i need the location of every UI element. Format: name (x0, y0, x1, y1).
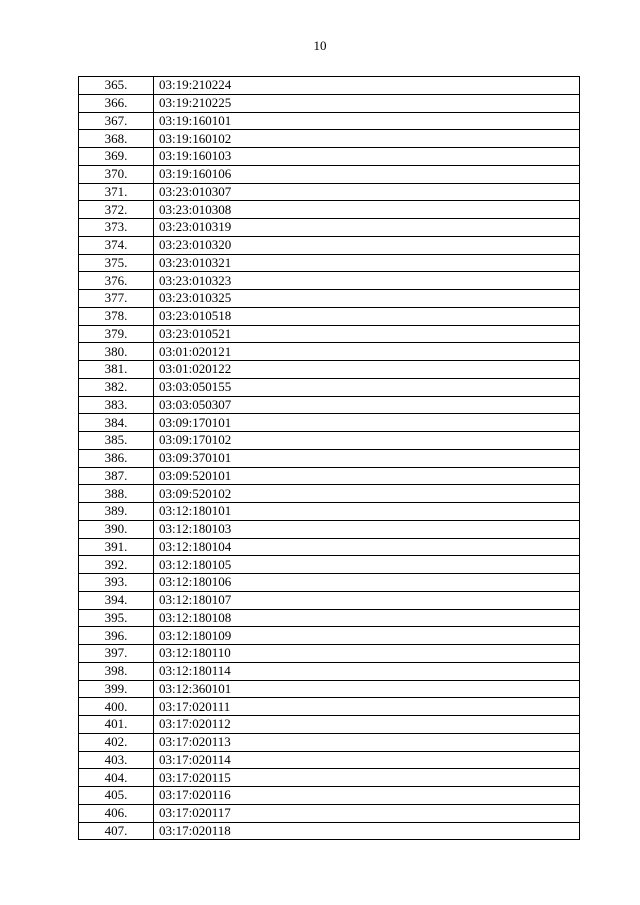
table-row (79, 94, 580, 112)
row-number: 401. (79, 716, 154, 734)
row-code: 03:19:210224 (154, 77, 580, 95)
page-number: 10 (313, 38, 327, 53)
row-number: 374. (79, 236, 154, 254)
table-row (79, 165, 580, 183)
row-code: 03:12:180110 (154, 645, 580, 663)
row-code: 03:01:020121 (154, 343, 580, 361)
row-number: 391. (79, 538, 154, 556)
row-code: 03:01:020122 (154, 361, 580, 379)
row-number: 386. (79, 449, 154, 467)
row-code: 03:09:520102 (154, 485, 580, 503)
row-number: 370. (79, 165, 154, 183)
row-number: 371. (79, 183, 154, 201)
row-number: 377. (79, 290, 154, 308)
row-number: 372. (79, 201, 154, 219)
row-number: 379. (79, 325, 154, 343)
row-number: 405. (79, 787, 154, 805)
row-code: 03:23:010323 (154, 272, 580, 290)
table-row (79, 538, 580, 556)
table-row (79, 556, 580, 574)
table-row (79, 307, 580, 325)
row-code: 03:12:180105 (154, 556, 580, 574)
row-number: 400. (79, 698, 154, 716)
row-code: 03:12:180114 (154, 662, 580, 680)
row-number: 380. (79, 343, 154, 361)
table-row (79, 378, 580, 396)
table-row (79, 609, 580, 627)
row-code: 03:23:010307 (154, 183, 580, 201)
table-row (79, 254, 580, 272)
table-row (79, 325, 580, 343)
row-code: 03:12:360101 (154, 680, 580, 698)
row-number: 365. (79, 77, 154, 95)
row-code: 03:23:010319 (154, 219, 580, 237)
row-code: 03:17:020111 (154, 698, 580, 716)
row-code: 03:17:020118 (154, 822, 580, 840)
row-code: 03:17:020113 (154, 733, 580, 751)
row-code: 03:17:020116 (154, 787, 580, 805)
table-row (79, 751, 580, 769)
row-number: 369. (79, 148, 154, 166)
row-code: 03:12:180109 (154, 627, 580, 645)
row-number: 390. (79, 520, 154, 538)
row-code: 03:12:180101 (154, 503, 580, 521)
row-code: 03:23:010325 (154, 290, 580, 308)
table-row (79, 290, 580, 308)
table-row (79, 662, 580, 680)
table-row (79, 733, 580, 751)
row-code: 03:17:020114 (154, 751, 580, 769)
table-row (79, 130, 580, 148)
table-row (79, 485, 580, 503)
row-code: 03:19:160106 (154, 165, 580, 183)
row-code: 03:19:210225 (154, 94, 580, 112)
row-number: 398. (79, 662, 154, 680)
row-code: 03:23:010521 (154, 325, 580, 343)
row-number: 373. (79, 219, 154, 237)
row-number: 388. (79, 485, 154, 503)
table-row (79, 112, 580, 130)
table-row (79, 77, 580, 95)
table-row (79, 822, 580, 840)
table-row (79, 343, 580, 361)
row-number: 393. (79, 574, 154, 592)
row-code: 03:19:160103 (154, 148, 580, 166)
table-row (79, 591, 580, 609)
row-number: 385. (79, 432, 154, 450)
row-code: 03:03:050155 (154, 378, 580, 396)
row-number: 396. (79, 627, 154, 645)
row-code: 03:09:370101 (154, 449, 580, 467)
table-row (79, 716, 580, 734)
row-code: 03:19:160101 (154, 112, 580, 130)
table-row (79, 680, 580, 698)
row-number: 399. (79, 680, 154, 698)
row-number: 387. (79, 467, 154, 485)
table-row (79, 769, 580, 787)
table-row (79, 272, 580, 290)
row-number: 382. (79, 378, 154, 396)
row-number: 366. (79, 94, 154, 112)
row-code: 03:12:180107 (154, 591, 580, 609)
row-code: 03:03:050307 (154, 396, 580, 414)
row-code: 03:09:170102 (154, 432, 580, 450)
row-code: 03:19:160102 (154, 130, 580, 148)
row-code: 03:23:010320 (154, 236, 580, 254)
row-code: 03:17:020117 (154, 804, 580, 822)
table-row (79, 804, 580, 822)
row-number: 392. (79, 556, 154, 574)
code-table (78, 76, 580, 840)
table-row (79, 574, 580, 592)
row-code: 03:09:520101 (154, 467, 580, 485)
table-row (79, 148, 580, 166)
table-row (79, 236, 580, 254)
row-code: 03:12:180103 (154, 520, 580, 538)
row-number: 368. (79, 130, 154, 148)
row-number: 397. (79, 645, 154, 663)
row-code: 03:12:180108 (154, 609, 580, 627)
row-number: 375. (79, 254, 154, 272)
row-number: 403. (79, 751, 154, 769)
table-row (79, 414, 580, 432)
table-row (79, 467, 580, 485)
table-row (79, 183, 580, 201)
row-number: 402. (79, 733, 154, 751)
row-number: 389. (79, 503, 154, 521)
table-row (79, 787, 580, 805)
table-row (79, 645, 580, 663)
row-number: 367. (79, 112, 154, 130)
table-row (79, 698, 580, 716)
table-row (79, 361, 580, 379)
table-row (79, 627, 580, 645)
table-row (79, 201, 580, 219)
row-code: 03:23:010321 (154, 254, 580, 272)
row-number: 378. (79, 307, 154, 325)
table-row (79, 449, 580, 467)
row-number: 384. (79, 414, 154, 432)
row-code: 03:23:010308 (154, 201, 580, 219)
table-row (79, 520, 580, 538)
row-number: 406. (79, 804, 154, 822)
row-code: 03:23:010518 (154, 307, 580, 325)
row-code: 03:17:020112 (154, 716, 580, 734)
row-number: 383. (79, 396, 154, 414)
table-row (79, 396, 580, 414)
row-number: 404. (79, 769, 154, 787)
row-code: 03:17:020115 (154, 769, 580, 787)
code-table-body (79, 77, 580, 840)
row-number: 394. (79, 591, 154, 609)
row-number: 395. (79, 609, 154, 627)
row-number: 376. (79, 272, 154, 290)
row-code: 03:12:180104 (154, 538, 580, 556)
row-number: 407. (79, 822, 154, 840)
table-row (79, 219, 580, 237)
row-code: 03:09:170101 (154, 414, 580, 432)
table-row (79, 432, 580, 450)
row-number: 381. (79, 361, 154, 379)
table-row (79, 503, 580, 521)
row-code: 03:12:180106 (154, 574, 580, 592)
